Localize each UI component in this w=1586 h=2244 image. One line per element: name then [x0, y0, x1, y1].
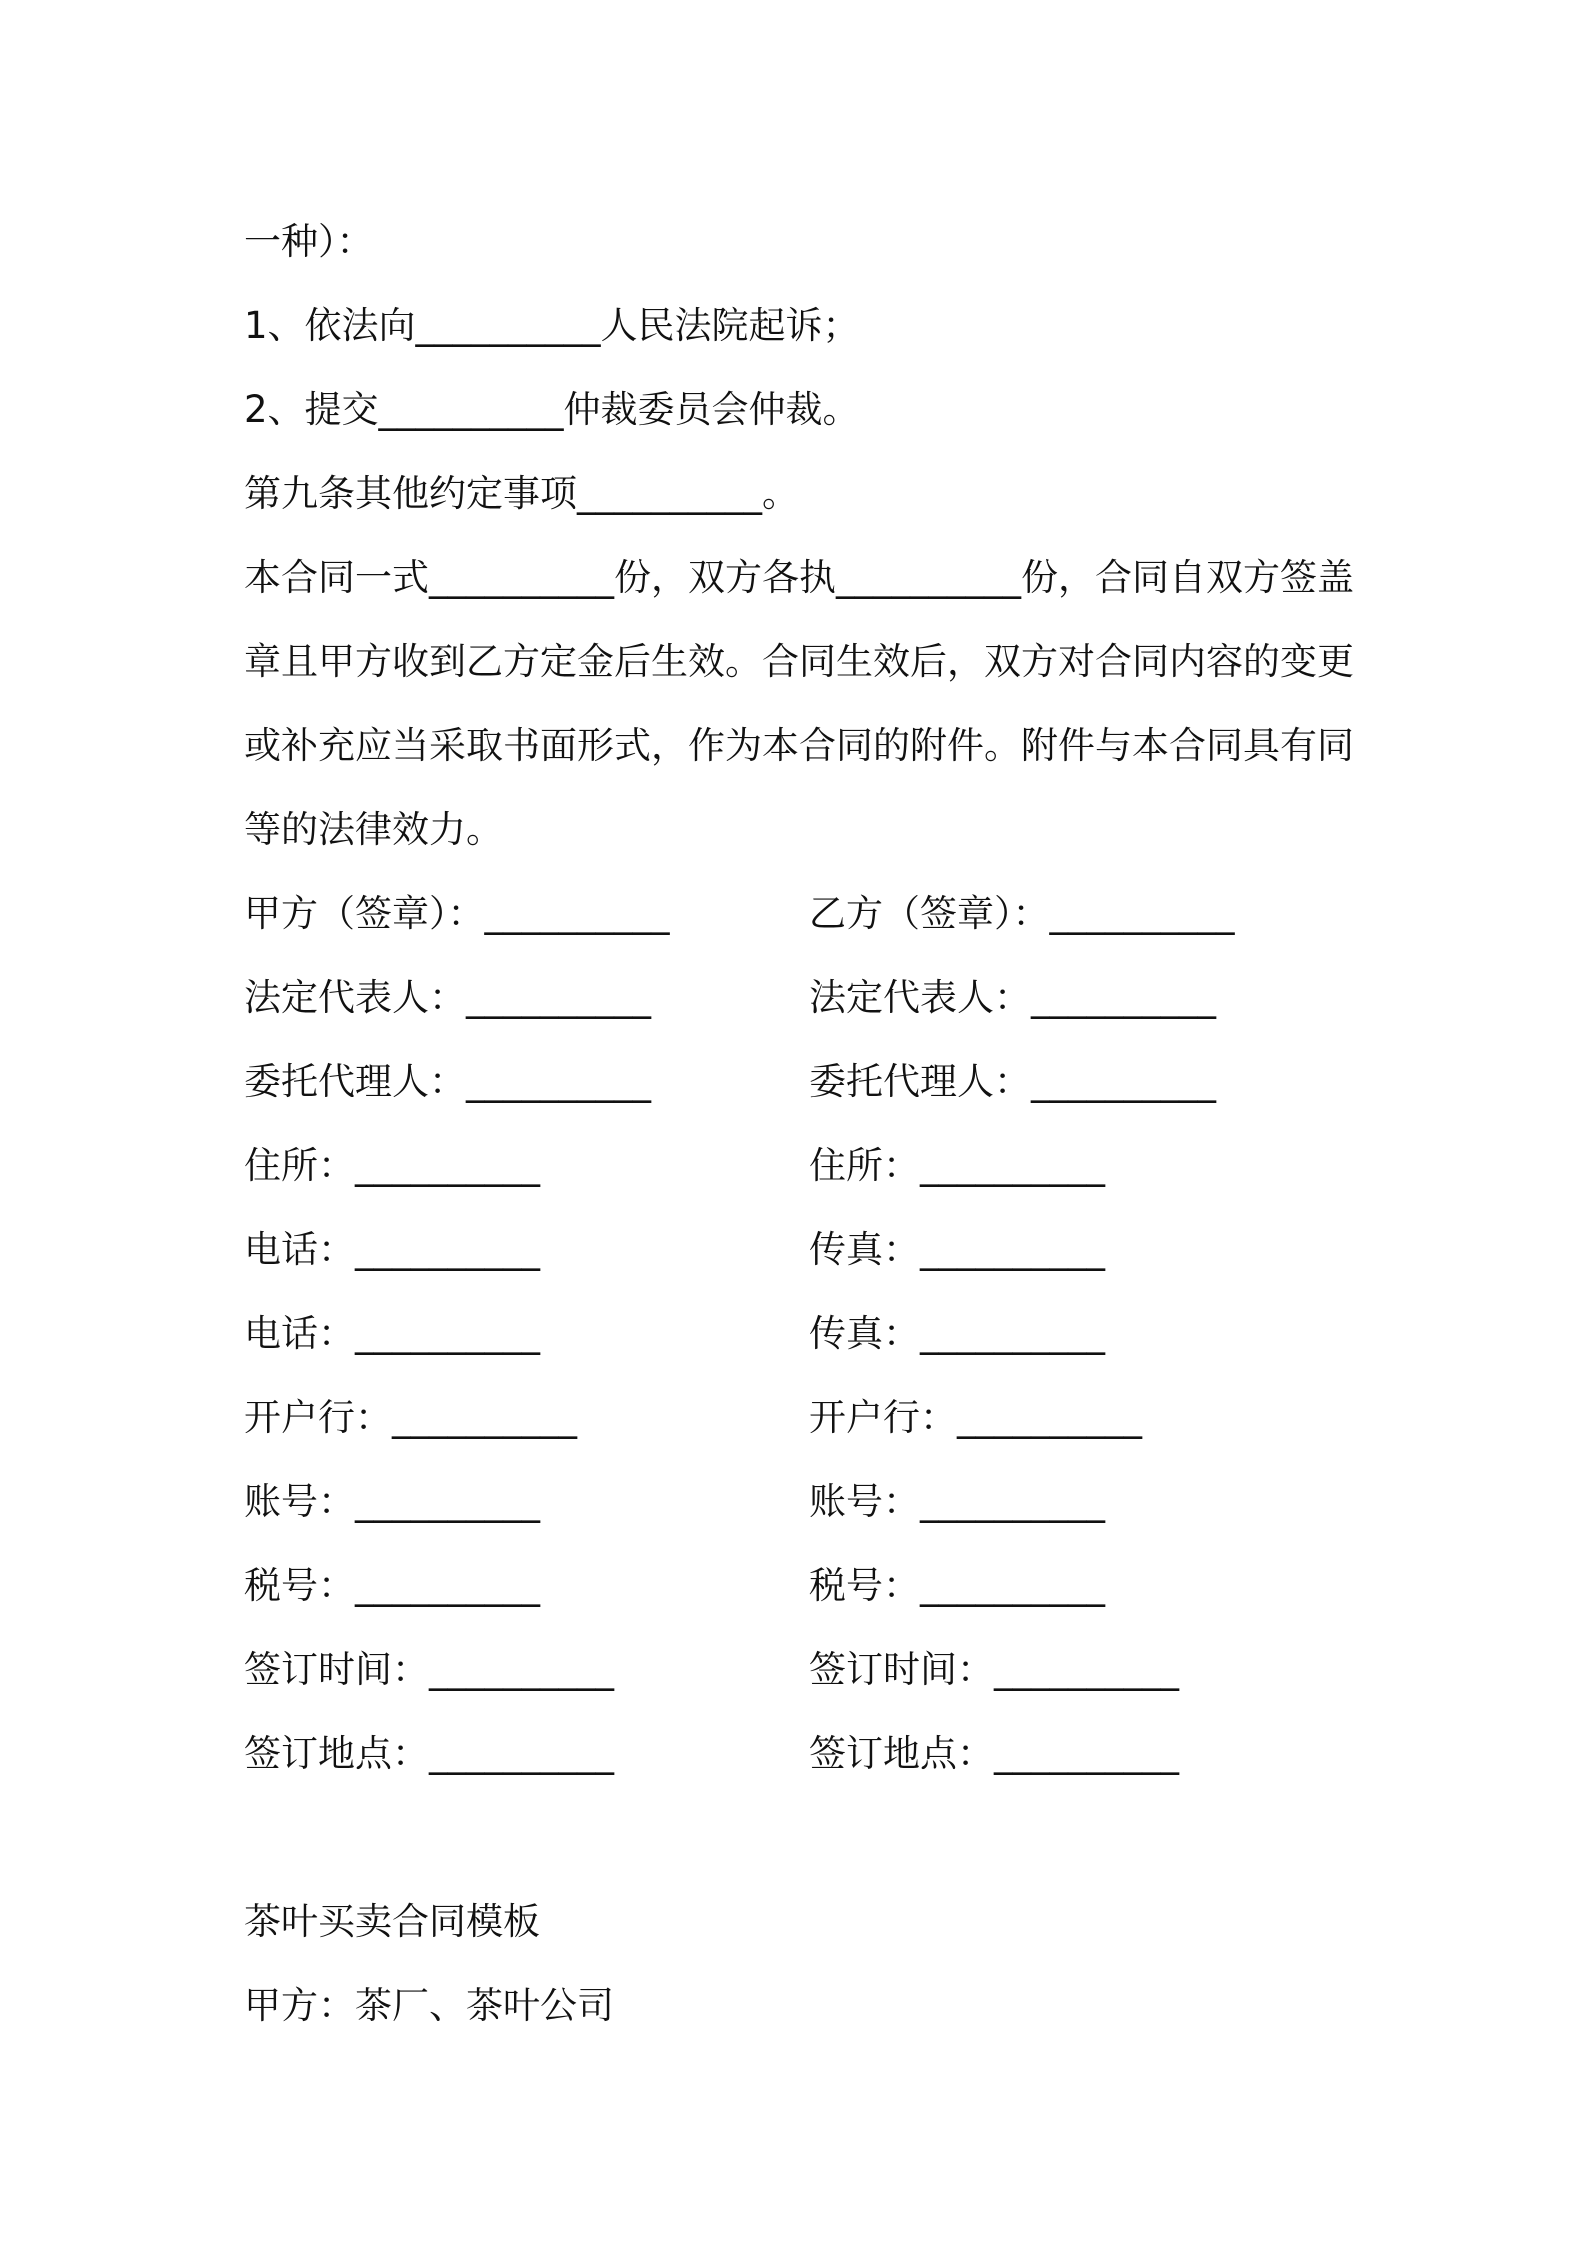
signature-left: 签订时间：__________: [244, 1648, 614, 1691]
signature-left: 甲方（签章）：__________: [244, 892, 670, 935]
signature-right: 委托代理人：__________: [809, 1060, 1216, 1103]
text-line: 1、依法向__________人民法院起诉；: [244, 304, 860, 347]
signature-row: [244, 1628, 1354, 1712]
signature-right: 签订地点：__________: [809, 1732, 1179, 1775]
signature-right: 开户行：__________: [809, 1396, 1142, 1439]
signature-right: 签订时间：__________: [809, 1648, 1179, 1691]
document-body: [244, 200, 1354, 2048]
text-line: 本合同一式__________份，双方各执__________份，合同自双方签盖: [244, 556, 1354, 599]
signature-row: [244, 1208, 1354, 1292]
signature-right: 住所：__________: [809, 1144, 1105, 1187]
text-line: 等的法律效力。: [244, 808, 503, 851]
signature-left: 委托代理人：__________: [244, 1060, 651, 1103]
signature-right: 法定代表人：__________: [809, 976, 1216, 1019]
signature-right: 账号：__________: [809, 1480, 1105, 1523]
text-line: 第九条其他约定事项__________。: [244, 472, 799, 515]
signature-row: [244, 1712, 1354, 1796]
blank-line: [244, 1796, 1354, 1880]
signature-left: 电话：__________: [244, 1228, 540, 1271]
signature-row: [244, 1040, 1354, 1124]
signature-row: [244, 1544, 1354, 1628]
signature-left: 电话：__________: [244, 1312, 540, 1355]
signature-right: 传真：__________: [809, 1312, 1105, 1355]
signature-row: [244, 1376, 1354, 1460]
signature-row: [244, 1124, 1354, 1208]
signature-left: 税号：__________: [244, 1564, 540, 1607]
text-line: 章且甲方收到乙方定金后生效。合同生效后，双方对合同内容的变更: [244, 640, 1354, 683]
signature-left: 法定代表人：__________: [244, 976, 651, 1019]
next-contract-party: 甲方：茶厂、茶叶公司: [244, 1984, 614, 2027]
signature-left: 签订地点：__________: [244, 1732, 614, 1775]
next-contract-title: 茶叶买卖合同模板: [244, 1900, 540, 1943]
text-line: 2、提交__________仲裁委员会仲裁。: [244, 388, 860, 431]
signature-right: 传真：__________: [809, 1228, 1105, 1271]
text-line: 或补充应当采取书面形式，作为本合同的附件。附件与本合同具有同: [244, 724, 1354, 767]
signature-right: 乙方（签章）：__________: [809, 892, 1235, 935]
signature-left: 账号：__________: [244, 1480, 540, 1523]
signature-row: [244, 1460, 1354, 1544]
signature-row: [244, 872, 1354, 956]
signature-right: 税号：__________: [809, 1564, 1105, 1607]
signature-row: [244, 1292, 1354, 1376]
signature-row: [244, 956, 1354, 1040]
text-line: 一种）：: [244, 220, 374, 263]
signature-left: 开户行：__________: [244, 1396, 577, 1439]
signature-left: 住所：__________: [244, 1144, 540, 1187]
